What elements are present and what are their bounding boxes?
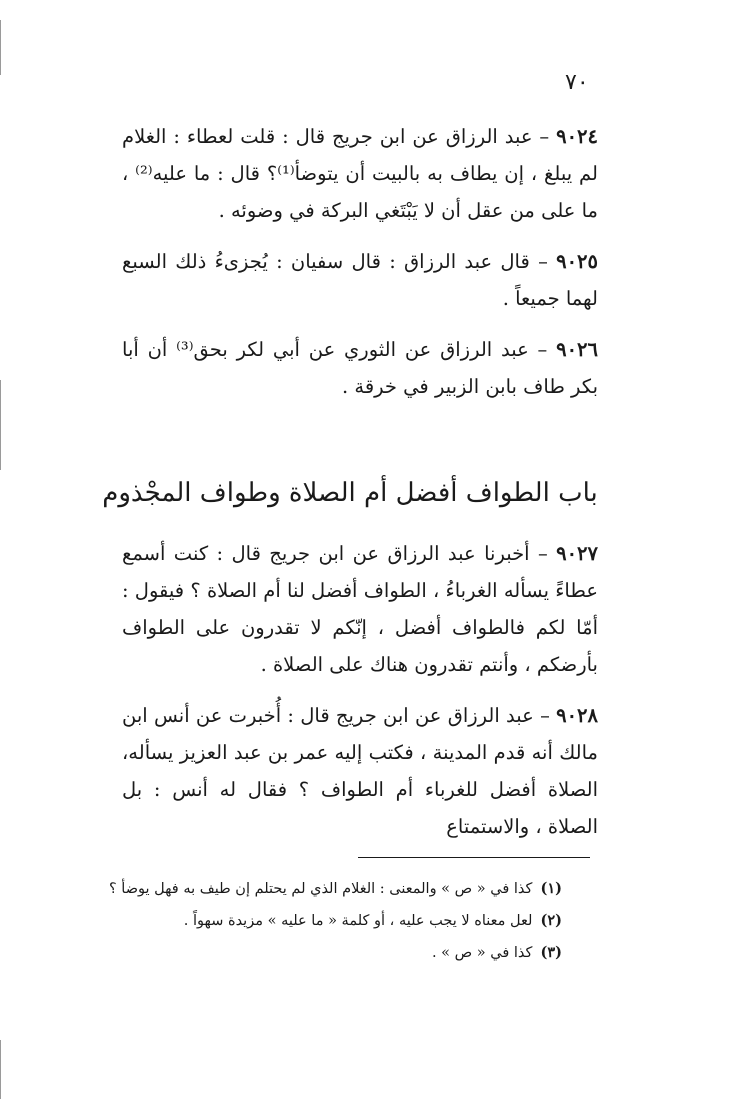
- footnote-3: [100, 937, 562, 969]
- margin-line: [0, 380, 1, 470]
- text-block-top: [122, 118, 598, 405]
- page-number: ٧٠: [565, 70, 589, 95]
- footnote-1: [100, 873, 562, 905]
- paragraph-9027: [122, 535, 598, 683]
- margin-line: [0, 20, 1, 75]
- paragraph-number: ٩٠٢٨: [556, 704, 598, 727]
- footnotes: [100, 873, 562, 969]
- footnote-number: (٢): [540, 912, 562, 929]
- footnote-text: كذا في « ص » .: [431, 945, 533, 961]
- footnote-divider: [358, 857, 590, 858]
- paragraph-number: ٩٠٢٦: [556, 338, 599, 361]
- chapter-title: باب الطواف أفضل أم الصلاة وطواف المجْذوم: [102, 478, 598, 508]
- paragraph-text: – أخبرنا عبد الرزاق عن ابن جريج قال : كنت أسمع عطاءً يسأله الغرباءُ ، الطواف أفضل لنا أم الصلاة ؟ فيقول : أمّا لكم فالطواف أفضل ، إنّكم لا تقدرون على الطواف بأرضكم ، وأنتم تقدرون هناك على الصلاة .: [122, 542, 598, 676]
- paragraph-9025: [122, 243, 598, 317]
- footnote-number: (١): [540, 880, 562, 897]
- footnote-number: (٣): [540, 944, 562, 961]
- footnote-text: لعل معناه لا يجب عليه ، أو كلمة « ما عليه » مزيدة سهواً .: [183, 913, 533, 929]
- footnote-text: كذا في « ص » والمعنى : الغلام الذي لم يحتلم إن طيف به فهل يوضأ ؟: [108, 881, 533, 897]
- paragraph-9026: [122, 331, 598, 405]
- paragraph-9028: [122, 697, 598, 845]
- margin-line: [0, 1040, 1, 1099]
- paragraph-9024: [122, 118, 598, 229]
- paragraph-number: ٩٠٢٥: [556, 250, 598, 273]
- paragraph-text: – عبد الرزاق عن ابن جريج قال : قلت لعطاء : الغلام لم يبلغ ، إن يطاف به بالبيت أن يتوضأ⁽¹⁾؟ قال : ما عليه⁽²⁾ ، ما على من عقل أن لا يَبْتَغي البركة في وضوئه .: [122, 125, 598, 222]
- paragraph-text: – قال عبد الرزاق : قال سفيان : يُجزىءُ ذلك السبع لهما جميعاً .: [122, 250, 598, 310]
- paragraph-number: ٩٠٢٤: [556, 125, 598, 148]
- paragraph-text: – عبد الرزاق عن ابن جريج قال : أُخبرت عن أنس ابن مالك أنه قدم المدينة ، فكتب إليه عمر بن عبد العزيز يسأله، الصلاة أفضل للغرباء أم الطواف ؟ فقال له أنس : بل الصلاة ، والاستمتاع: [122, 704, 598, 838]
- paragraph-number: ٩٠٢٧: [556, 542, 598, 565]
- text-block-bottom: [122, 535, 598, 845]
- footnote-2: [100, 905, 562, 937]
- paragraph-text: – عبد الرزاق عن الثوري عن أبي لكر بحق⁽³⁾ أن أبا بكر طاف بابن الزبير في خرقة .: [122, 338, 598, 398]
